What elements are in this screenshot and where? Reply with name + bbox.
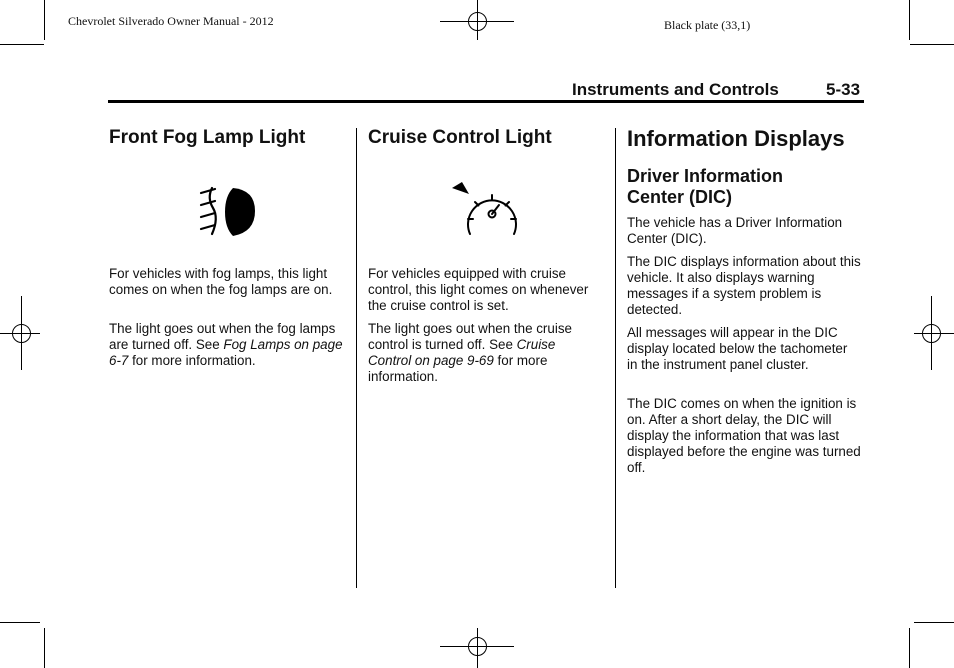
- registration-mark-bottom: [440, 628, 514, 668]
- dic-paragraph: All messages will appear in the DIC display located below the tachometer in the instrument panel cluster.: [627, 325, 848, 372]
- fog-lamp-heading: Front Fog Lamp Light: [109, 127, 306, 148]
- page-number: 5-33: [826, 80, 861, 99]
- fog-lamp-paragraph-2: The light goes out when the fog lamps are turned off. See Fog Lamps on page 6-7 for more information.: [109, 321, 343, 368]
- information-displays-title: Information Displays: [627, 126, 845, 151]
- fog-lamps-reference-link[interactable]: Fog Lamps on page 6-7: [109, 337, 343, 368]
- header-rule: [108, 100, 864, 103]
- dic-paragraph: The DIC displays information about this vehicle. It also displays warning messages if a system problem is detected.: [627, 254, 861, 317]
- registration-mark-left: [0, 296, 40, 370]
- cruise-control-icon: [450, 181, 520, 239]
- column-divider: [615, 128, 616, 588]
- dic-paragraph: The vehicle has a Driver Information Center (DIC).: [627, 215, 843, 246]
- section-title: Instruments and Controls: [572, 80, 779, 99]
- dic-subheading: Driver Information Center (DIC): [627, 166, 784, 207]
- registration-mark-top: [440, 0, 514, 40]
- cruise-control-paragraph: For vehicles equipped with cruise control, this light comes on whenever the cruise control is set.: [368, 266, 589, 313]
- cruise-control-paragraph-2: The light goes out when the cruise control is turned off. See Cruise Control on page 9-69 for more information.: [368, 321, 572, 384]
- dic-paragraph: The DIC comes on when the ignition is on. After a short delay, the DIC will display the information that was last displayed before the engine was turned off.: [627, 396, 861, 475]
- column-divider: [356, 128, 357, 588]
- cruise-control-heading: Cruise Control Light: [368, 127, 552, 148]
- plate-label: Black plate (33,1): [664, 18, 751, 32]
- running-title: Chevrolet Silverado Owner Manual - 2012: [68, 14, 274, 28]
- cruise-control-reference-link[interactable]: Cruise Control on page 9-69: [368, 337, 556, 368]
- fog-lamp-icon: [197, 184, 259, 240]
- registration-mark-right: [914, 296, 954, 370]
- fog-lamp-paragraph: For vehicles with fog lamps, this light comes on when the fog lamps are on.: [109, 266, 333, 297]
